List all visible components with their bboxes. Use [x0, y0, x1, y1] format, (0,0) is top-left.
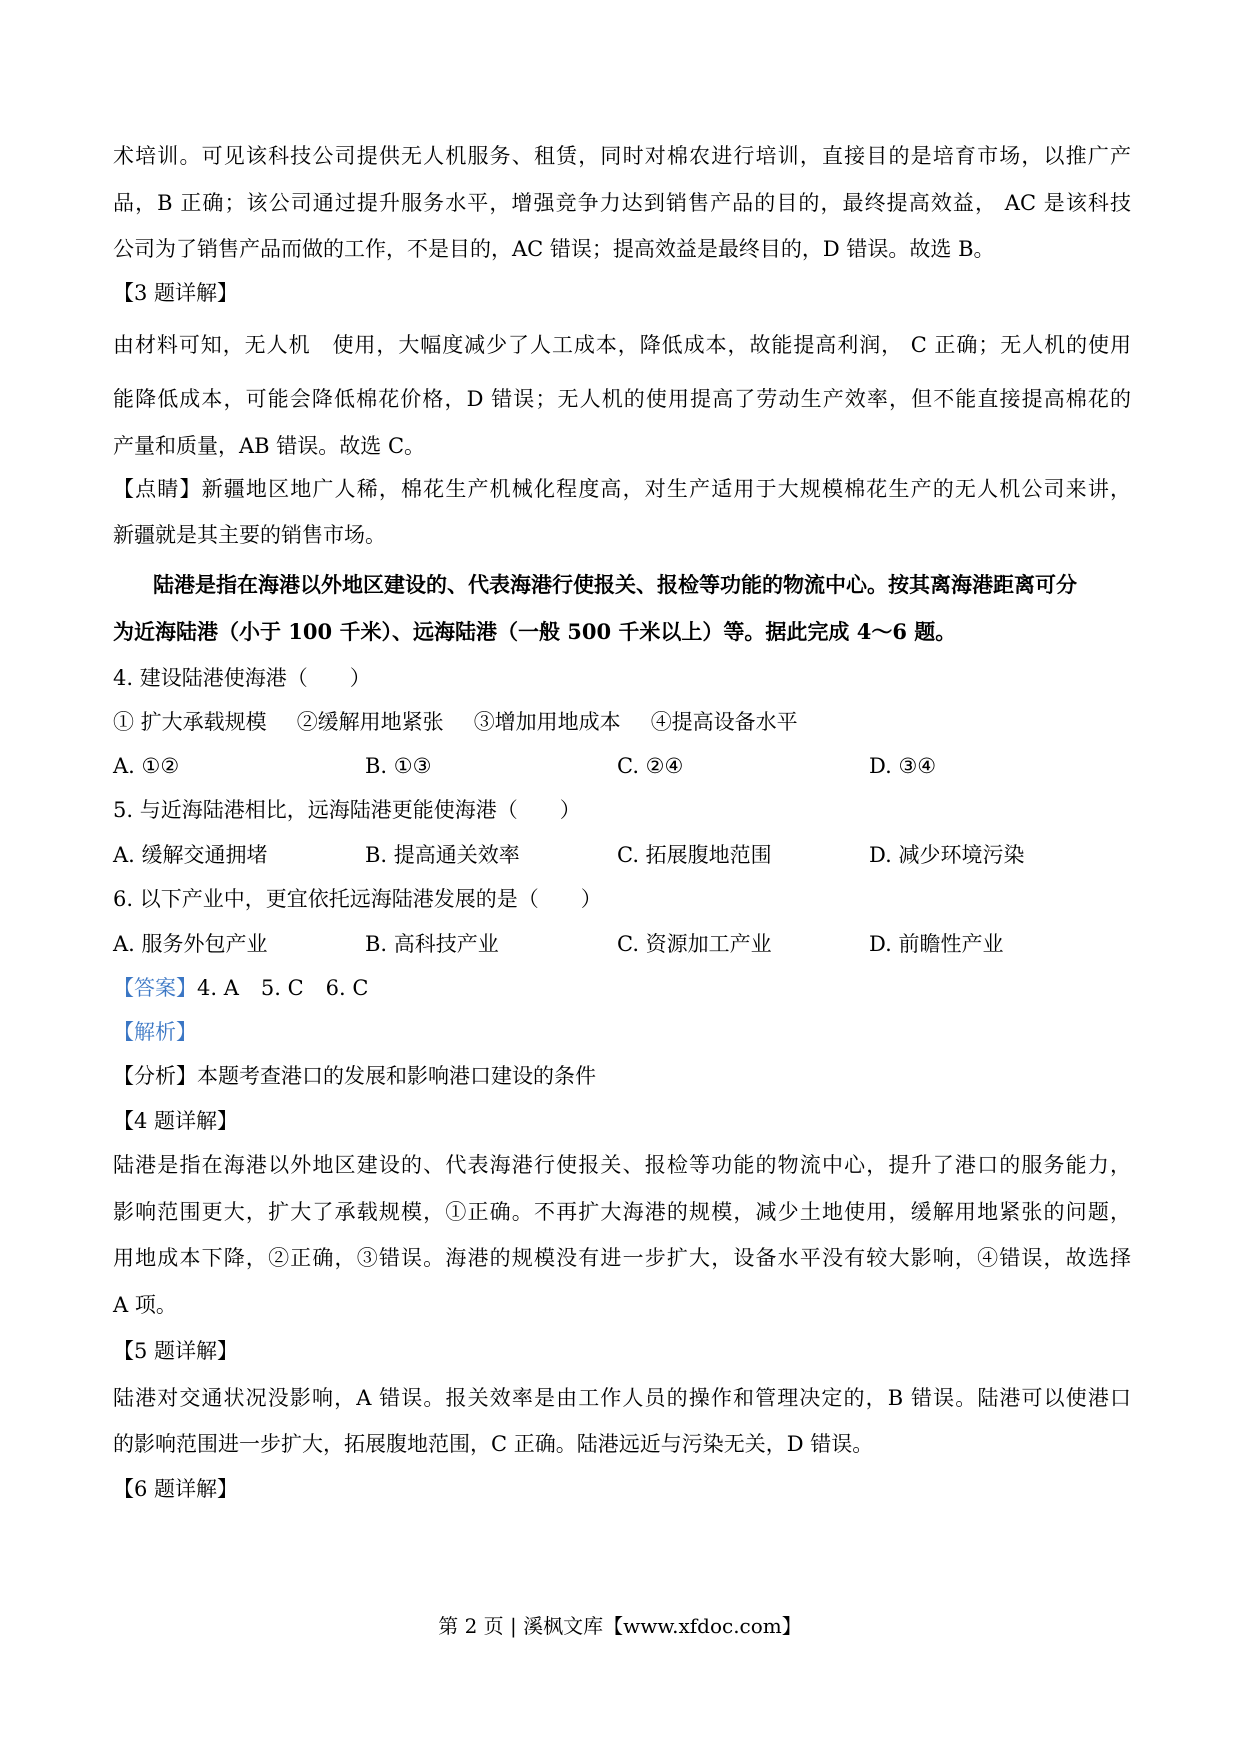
section-heading-q4: 【4 题详解】: [113, 1109, 239, 1133]
option-b: B. 高科技产业: [365, 932, 499, 956]
answer-label: 【答案】: [113, 976, 197, 1000]
option-b: B. 提高通关效率: [365, 843, 520, 867]
text-line: 影响范围更大，扩大了承载规模，①正确。不再扩大海港的规模，减少土地使用，缓解用地紧张的问题，: [113, 1200, 1131, 1224]
option-d: D. 前瞻性产业: [869, 932, 1004, 956]
option-a: A. 服务外包产业: [113, 932, 268, 956]
option-d: D. ③④: [869, 754, 937, 778]
question-6-options: [113, 929, 1131, 959]
section-heading-q5: 【5 题详解】: [113, 1339, 239, 1363]
text-line: 的影响范围进一步扩大，拓展腹地范围，C 正确。陆港远近与污染无关，D 错误。: [113, 1432, 874, 1456]
question-4-options: [113, 751, 1131, 781]
choice-item: ②缓解用地紧张: [296, 710, 444, 734]
option-a: A. 缓解交通拥堵: [113, 843, 268, 867]
option-c: C. 资源加工产业: [617, 932, 772, 956]
option-c: C. ②④: [617, 754, 684, 778]
text-line: 品，B 正确；该公司通过提升服务水平，增强竞争力达到销售产品的目的，最终提高效益， AC 是该科技: [113, 191, 1131, 215]
analysis-summary: 【分析】本题考查港口的发展和影响港口建设的条件: [113, 1064, 596, 1088]
text-line: 产量和质量，AB 错误。故选 C。: [113, 434, 426, 458]
material-paragraph-line: 陆港是指在海港以外地区建设的、代表海港行使报关、报检等功能的物流中心。按其离海港距离可分: [153, 572, 1077, 597]
text-line: 陆港对交通状况没影响，A 错误。报关效率是由工作人员的操作和管理决定的，B 错误。陆港可以使港口: [113, 1386, 1131, 1410]
option-b: B. ①③: [365, 754, 432, 778]
choice-item: ① 扩大承载规模: [113, 710, 267, 734]
answer-item: 6. C: [325, 976, 369, 1000]
option-d: D. 减少环境污染: [869, 843, 1025, 867]
page-footer: 第 2 页 | 溪枫文库【www.xfdoc.com】: [438, 1614, 802, 1638]
text-line: 新疆就是其主要的销售市场。: [113, 523, 386, 547]
text-line: 用地成本下降，②正确，③错误。海港的规模没有进一步扩大，设备水平没有较大影响，④错误，故选择: [113, 1246, 1131, 1270]
text-line: 由材料可知，无人机 使用，大幅度减少了人工成本，降低成本，故能提高利润， C 正确；无人机的使用: [113, 333, 1131, 357]
text-line: 陆港是指在海港以外地区建设的、代表海港行使报关、报检等功能的物流中心，提升了港口的服务能力，: [113, 1153, 1131, 1177]
tip-line: 【点睛】新疆地区地广人稀，棉花生产机械化程度高，对生产适用于大规模棉花生产的无人机公司来讲，: [113, 477, 1131, 501]
answer-line: [113, 973, 1131, 1003]
question-5-options: [113, 840, 1131, 870]
text-line: 术培训。可见该科技公司提供无人机服务、租赁，同时对棉农进行培训，直接目的是培育市场，以推广产: [113, 144, 1131, 168]
option-a: A. ①②: [113, 754, 180, 778]
answer-item: 4. A: [197, 976, 239, 1000]
question-4-choices: [113, 707, 1131, 737]
section-heading-q3: 【3 题详解】: [113, 281, 239, 305]
choice-item: ④提高设备水平: [650, 710, 798, 734]
option-c: C. 拓展腹地范围: [617, 843, 772, 867]
question-5-stem: 5. 与近海陆港相比，远海陆港更能使海港（ ）: [113, 798, 581, 822]
analysis-label: 【解析】: [113, 1020, 197, 1044]
question-6-stem: 6. 以下产业中，更宜依托远海陆港发展的是（ ）: [113, 887, 602, 911]
text-line: A 项。: [113, 1293, 177, 1317]
material-paragraph-line: 为近海陆港（小于 100 千米）、远海陆港（一般 500 千米以上）等。据此完成 4～6 题。: [113, 619, 957, 644]
section-heading-q6: 【6 题详解】: [113, 1477, 239, 1501]
text-line: 公司为了销售产品而做的工作，不是目的，AC 错误；提高效益是最终目的，D 错误。故选 B。: [113, 237, 995, 261]
text-line: 能降低成本，可能会降低棉花价格，D 错误；无人机的使用提高了劳动生产效率，但不能直接提高棉花的: [113, 387, 1131, 411]
choice-item: ③增加用地成本: [473, 710, 621, 734]
answer-item: 5. C: [260, 976, 304, 1000]
question-4-stem: 4. 建设陆港使海港（ ）: [113, 666, 371, 690]
